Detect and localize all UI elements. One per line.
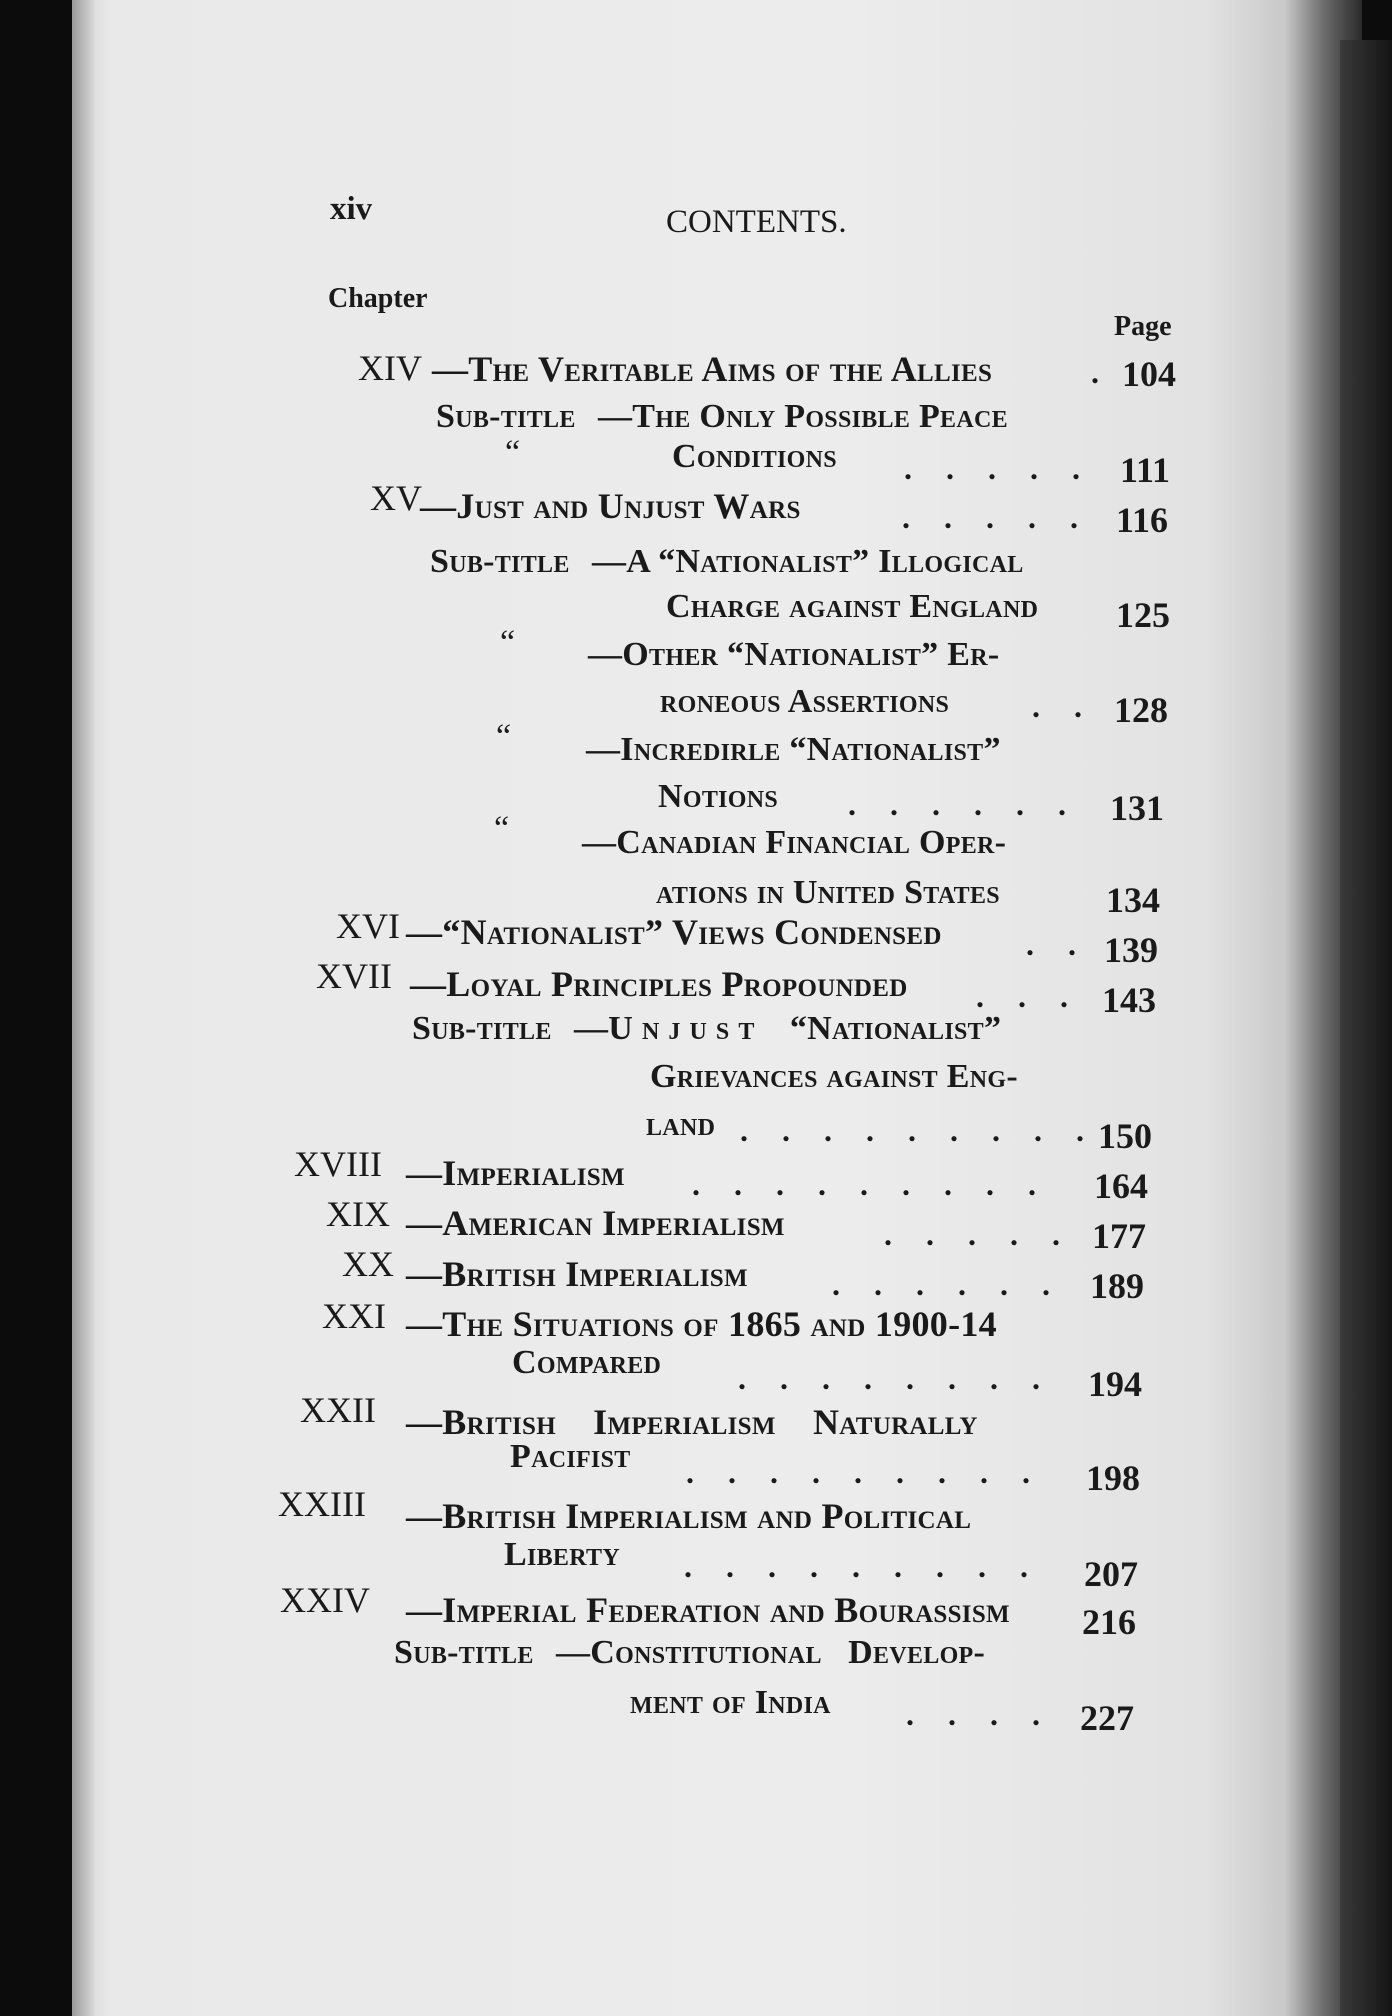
toc-entry-title-continued: roneous Assertions: [660, 683, 950, 720]
toc-entry-title: —British Imperialism Naturally: [406, 1402, 978, 1442]
leader-dots: . . . . . .: [848, 786, 1079, 822]
book-edge: [1340, 40, 1392, 2016]
toc-page-number: 164: [1094, 1166, 1148, 1206]
toc-entry-number: XV: [370, 478, 422, 518]
toc-page-number: 207: [1084, 1554, 1138, 1594]
toc-entry-title-continued: ations in United States: [656, 874, 1000, 911]
toc-entry-title-continued: Pacifist: [510, 1438, 631, 1475]
folio-number: xiv: [330, 191, 373, 227]
toc-page-number: 198: [1086, 1458, 1140, 1498]
toc-page-number: 177: [1092, 1216, 1146, 1256]
ditto-mark: “: [494, 810, 510, 847]
toc-entry-number: XXII: [300, 1390, 376, 1430]
leader-dots: .: [1091, 354, 1112, 390]
toc-entry-title: —Canadian Financial Oper-: [582, 824, 1007, 861]
toc-page-number: 143: [1102, 980, 1156, 1020]
toc-entry-title: —British Imperialism and Political: [406, 1496, 972, 1536]
toc-entry-title: —Imperial Federation and Bourassism: [406, 1590, 1010, 1630]
toc-page-number: 194: [1088, 1364, 1142, 1404]
leader-dots: . . . .: [906, 1696, 1053, 1732]
toc-page-number: 131: [1110, 788, 1164, 828]
toc-page-number: 150: [1098, 1116, 1152, 1156]
leader-dots: . . . . . . . . .: [692, 1166, 1049, 1202]
toc-entry-number: XVIII: [294, 1144, 382, 1184]
toc-entry-title-continued: Notions: [658, 778, 779, 815]
toc-entry-number: XX: [342, 1244, 394, 1284]
toc-entry-number: XVI: [336, 906, 400, 946]
subtitle-prefix: Sub-title: [412, 1010, 552, 1047]
toc-entry-title: —“Nationalist” Views Condensed: [406, 912, 942, 952]
toc-entry-number: XIV: [358, 348, 422, 388]
subtitle-prefix: Sub-title: [430, 543, 570, 580]
toc-entry-number: XXIV: [280, 1580, 370, 1620]
toc-page-number: 116: [1116, 500, 1169, 540]
ditto-mark: “: [500, 624, 516, 661]
toc-entry-title-continued: Liberty: [504, 1536, 620, 1573]
toc-entry-title: —Imperialism: [406, 1153, 625, 1193]
toc-page-number: 189: [1090, 1266, 1144, 1306]
leader-dots: . .: [1026, 926, 1089, 962]
toc-entry-number: XXI: [322, 1296, 386, 1336]
leader-dots: . . . . . . . . .: [684, 1548, 1041, 1584]
toc-page-number: 125: [1116, 595, 1170, 635]
page-title: CONTENTS.: [666, 204, 847, 240]
toc-entry-title-continued: Compared: [512, 1344, 662, 1381]
page-column-label: Page: [1114, 311, 1172, 342]
toc-page-number: 134: [1106, 880, 1160, 920]
toc-entry-title: —British Imperialism: [406, 1254, 748, 1294]
toc-entry-title: —Other “Nationalist” Er-: [588, 636, 1000, 673]
toc-page-number: 104: [1122, 354, 1176, 394]
toc-entry-number: XXIII: [278, 1484, 366, 1524]
leader-dots: . . . . . . . .: [738, 1360, 1053, 1396]
toc-entry-title-continued: Conditions: [672, 438, 837, 475]
toc-entry-title-continued: land: [646, 1106, 716, 1143]
toc-entry-title: —The Only Possible Peace: [598, 398, 1008, 435]
toc-entry-title: —Constitutional Develop-: [556, 1634, 986, 1671]
leader-dots: . . .: [976, 978, 1081, 1014]
toc-page-number: 216: [1082, 1602, 1136, 1642]
toc-entry-number: XVII: [316, 956, 392, 996]
toc-entry-title: —Incredirle “Nationalist”: [586, 731, 1001, 768]
toc-entry-title: —American Imperialism: [406, 1203, 785, 1243]
page-gutter: [72, 0, 94, 2016]
toc-page-number: 139: [1104, 930, 1158, 970]
leader-dots: . . . . . . . . .: [686, 1454, 1043, 1490]
toc-page-number: 227: [1080, 1698, 1134, 1738]
toc-entry-title-continued: Grievances against Eng-: [650, 1058, 1018, 1095]
subtitle-prefix: Sub-title: [394, 1634, 534, 1671]
leader-dots: . . . . .: [902, 499, 1091, 535]
toc-page-number: 128: [1114, 690, 1168, 730]
toc-entry-number: XIX: [326, 1194, 390, 1234]
toc-page-number: 111: [1120, 450, 1171, 490]
leader-dots: . . . . . . . . .: [740, 1112, 1097, 1148]
subtitle-prefix: Sub-title: [436, 398, 576, 435]
leader-dots: . . . . .: [884, 1216, 1073, 1252]
chapter-column-label: Chapter: [328, 283, 428, 314]
leader-dots: . . . . . .: [832, 1266, 1063, 1302]
leader-dots: . . . . .: [904, 450, 1093, 486]
toc-entry-title-continued: ment of India: [630, 1684, 831, 1721]
toc-entry-title: —U n j u s t “Nationalist”: [574, 1010, 1002, 1047]
toc-entry-title: —A “Nationalist” Illogical: [592, 543, 1024, 580]
toc-entry-title-continued: Charge against England: [666, 588, 1039, 625]
ditto-mark: “: [496, 718, 512, 755]
toc-entry-title: —The Situations of 1865 and 1900-14: [406, 1304, 997, 1344]
toc-entry-title: —The Veritable Aims of the Allies: [432, 349, 993, 389]
ditto-mark: “: [505, 434, 521, 471]
leader-dots: . .: [1032, 688, 1095, 724]
toc-entry-title: —Loyal Principles Propounded: [410, 964, 908, 1004]
toc-entry-title: —Just and Unjust Wars: [420, 486, 801, 526]
